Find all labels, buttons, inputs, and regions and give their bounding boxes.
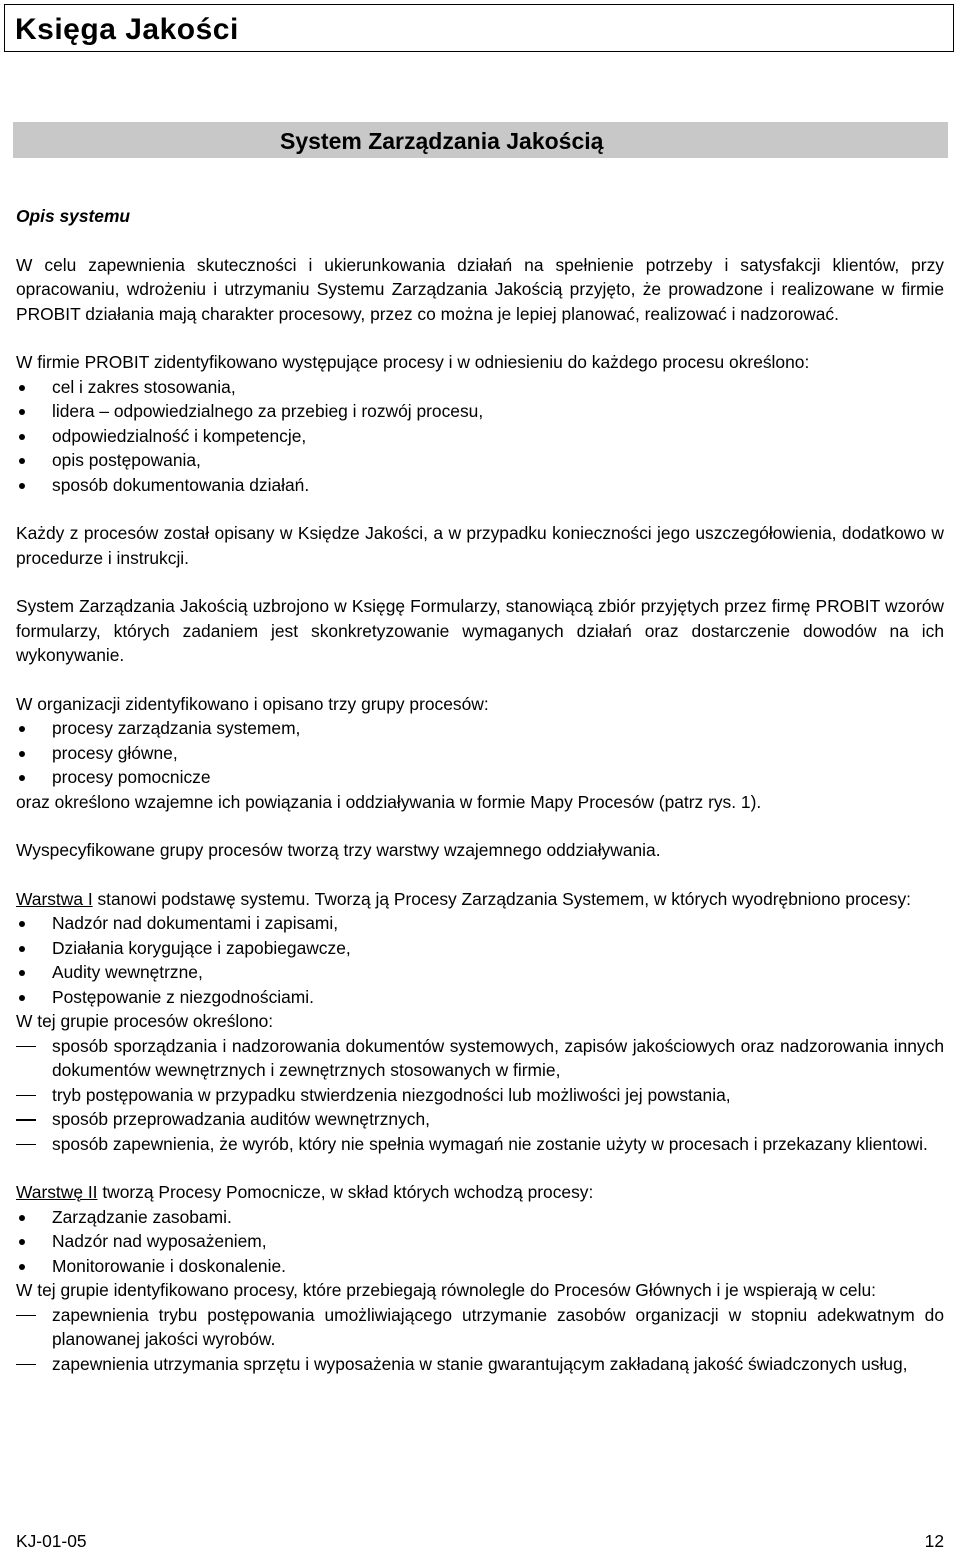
list-item: zapewnienia utrzymania sprzętu i wyposażenia w stanie gwarantującym zakładaną jakość świadczonych usług,: [16, 1352, 944, 1377]
paragraph: W tej grupie procesów określono:: [16, 1011, 274, 1031]
list-item: tryb postępowania w przypadku stwierdzenia niezgodności lub możliwości jej powstania,: [16, 1083, 944, 1108]
page-header: [4, 4, 954, 52]
list-item: procesy główne,: [16, 741, 944, 766]
page-number: 12: [924, 1531, 944, 1551]
section-bar: [13, 122, 948, 158]
list-item: Działania korygujące i zapobiegawcze,: [16, 936, 944, 961]
document-body: [16, 204, 944, 1376]
list-item: odpowiedzialność i kompetencje,: [16, 424, 944, 449]
paragraph: W organizacji zidentyfikowano i opisano trzy grupy procesów:: [16, 693, 489, 714]
page-title: Księga Jakości: [15, 13, 239, 46]
list-item: Nadzór nad wyposażeniem,: [16, 1229, 944, 1254]
list-item: Nadzór nad dokumentami i zapisami,: [16, 911, 944, 936]
list-item: Zarządzanie zasobami.: [16, 1205, 944, 1230]
list-item: opis postępowania,: [16, 448, 944, 473]
paragraph-text: tworzą Procesy Pomocnicze, w skład których wchodzą procesy:: [97, 1182, 594, 1202]
dash-list: [16, 1303, 944, 1377]
bullet-list: [16, 911, 944, 1009]
list-item: Audity wewnętrzne,: [16, 960, 944, 985]
paragraph: [16, 887, 944, 912]
paragraph: Wyspecyfikowane grupy procesów tworzą trzy warstwy wzajemnego oddziaływania.: [16, 840, 661, 860]
list-item: zapewnienia trybu postępowania umożliwiającego utrzymanie zasobów organizacji w stopniu adekwatnym do planowanej jakości wyrobów.: [16, 1303, 944, 1352]
bullet-list: [16, 1205, 944, 1279]
subheading: Opis systemu: [16, 206, 131, 226]
paragraph: Każdy z procesów został opisany w Księdze Jakości, a w przypadku konieczności jego uszczegółowienia, dodatkowo w procedurze i instrukcji.: [16, 523, 944, 568]
list-item: sposób zapewnienia, że wyrób, który nie spełnia wymagań nie zostanie użyty w procesach i przekazany klientowi.: [16, 1132, 944, 1157]
paragraph: System Zarządzania Jakością uzbrojono w Księgę Formularzy, stanowiącą zbiór przyjętych przez firmę PROBIT wzorów formularzy, których zadaniem jest skonkretyzowanie wymaganych działań oraz dostarczenie dowodów na ich wykonywanie.: [16, 596, 944, 665]
list-item: lidera – odpowiedzialnego za przebieg i rozwój procesu,: [16, 399, 944, 424]
paragraph: oraz określono wzajemne ich powiązania i oddziaływania w formie Mapy Procesów (patrz rys. 1).: [16, 791, 762, 812]
paragraph-text: stanowi podstawę systemu. Tworzą ją Procesy Zarządzania Systemem, w których wyodrębniono procesy:: [92, 888, 912, 909]
list-item: Postępowanie z niezgodnościami.: [16, 985, 944, 1010]
layer-label: Warstwę II: [16, 1182, 98, 1202]
dash-list: [16, 1034, 944, 1157]
list-item: Monitorowanie i doskonalenie.: [16, 1254, 944, 1279]
paragraph: W celu zapewnienia skuteczności i ukierunkowania działań na spełnienie potrzeby i satysfakcji klientów, przy opracowaniu, wdrożeniu i utrzymaniu Systemu Zarządzania Jakością przyjęto, że prowadzone i realizowane w firmie PROBIT działania mają charakter procesowy, przez co można je lepiej planować, realizować i nadzorować.: [16, 254, 944, 324]
list-item: sposób dokumentowania działań.: [16, 473, 944, 498]
section-title: System Zarządzania Jakością: [280, 128, 604, 154]
document-code: KJ-01-05: [16, 1531, 87, 1551]
list-item: procesy pomocnicze: [16, 765, 944, 790]
list-item: sposób przeprowadzania auditów wewnętrznych,: [16, 1107, 944, 1132]
list-item: procesy zarządzania systemem,: [16, 716, 944, 741]
bullet-list: [16, 716, 944, 790]
list-item: cel i zakres stosowania,: [16, 375, 944, 400]
paragraph: W firmie PROBIT zidentyfikowano występujące procesy i w odniesieniu do każdego procesu określono:: [16, 352, 810, 372]
paragraph: [16, 1180, 944, 1205]
paragraph: W tej grupie identyfikowano procesy, które przebiegają równolegle do Procesów Głównych i je wspierają w celu:: [16, 1280, 876, 1300]
bullet-list: [16, 375, 944, 498]
layer-label: Warstwa I: [16, 888, 93, 909]
list-item: sposób sporządzania i nadzorowania dokumentów systemowych, zapisów jakościowych oraz nadzorowania innych dokumentów wewnętrznych i zewnętrznych stosowanych w firmie,: [16, 1034, 944, 1083]
